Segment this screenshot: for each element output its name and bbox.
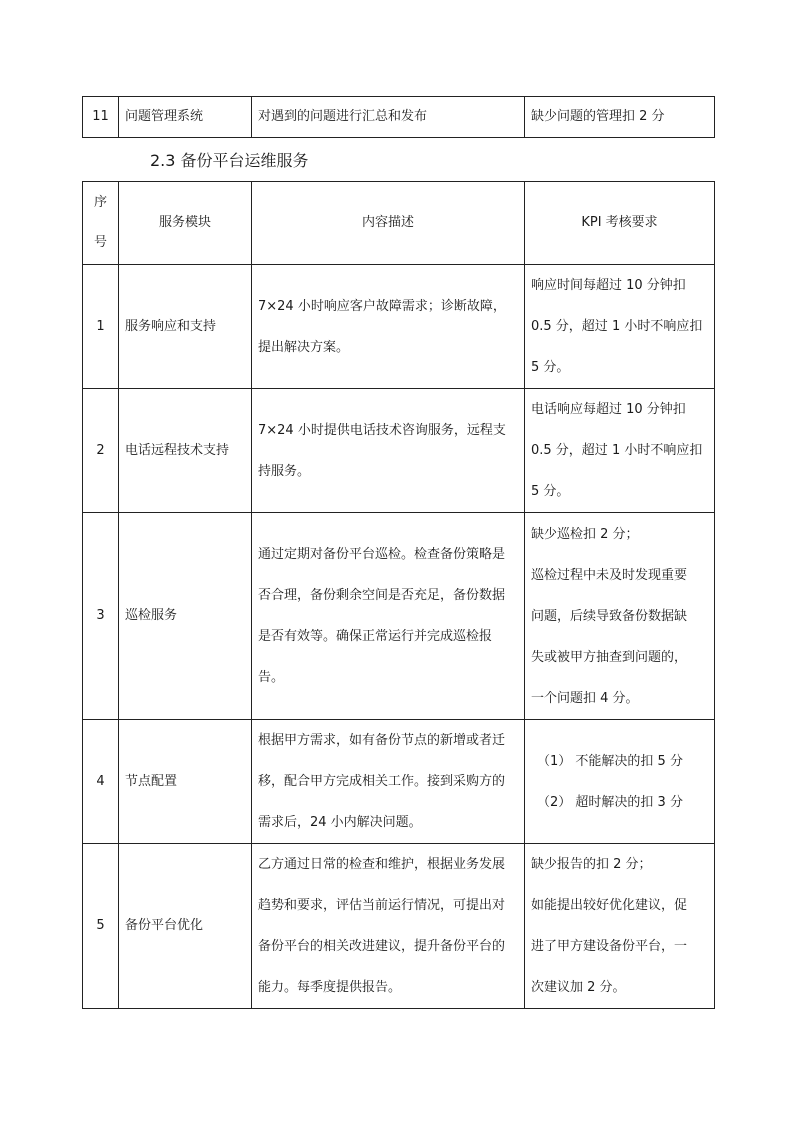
kpi-line: 5 分。 — [531, 484, 570, 499]
kpi-line: 电话响应每超过 10 分钟扣 — [531, 402, 686, 417]
kpi-line: （1） 不能解决的扣 5 分 — [537, 753, 683, 769]
kpi-line: 次建议加 2 分。 — [531, 980, 626, 995]
description-line: 备份平台的相关改进建议，提升备份平台的 — [258, 939, 506, 954]
kpi-requirement — [525, 265, 715, 389]
content-description — [252, 389, 525, 513]
content-description: 对遇到的问题进行汇总和发布 — [252, 97, 525, 138]
header-number — [83, 182, 119, 265]
kpi-requirement — [525, 720, 715, 844]
description-line: 告。 — [258, 670, 285, 685]
header-kpi: KPI 考核要求 — [525, 182, 715, 265]
header-number-line: 序 — [93, 195, 107, 210]
row-number: 4 — [83, 720, 119, 844]
kpi-line: （2） 超时解决的扣 3 分 — [537, 794, 683, 810]
header-module: 服务模块 — [119, 182, 252, 265]
row-number: 1 — [83, 265, 119, 389]
description-line: 乙方通过日常的检查和维护，根据业务发展 — [258, 857, 506, 872]
kpi-requirement: 缺少问题的管理扣 2 分 — [525, 97, 715, 138]
kpi-line: 0.5 分，超过 1 小时不响应扣 — [531, 443, 703, 458]
service-module: 巡检服务 — [119, 513, 252, 720]
description-line: 是否有效等。确保正常运行并完成巡检报 — [258, 629, 493, 644]
section-title: 2.3 备份平台运维服务 — [150, 151, 309, 170]
content-description — [252, 844, 525, 1009]
kpi-line: 失或被甲方抽查到问题的， — [531, 649, 688, 665]
description-line: 需求后，24 小内解决问题。 — [258, 815, 422, 830]
row-number: 11 — [83, 97, 119, 138]
kpi-requirement — [525, 513, 715, 720]
description-line: 持服务。 — [258, 463, 311, 479]
table-row — [83, 265, 715, 389]
service-module: 问题管理系统 — [119, 97, 252, 138]
table-row — [83, 844, 715, 1009]
kpi-requirement — [525, 389, 715, 513]
backup-service-table — [82, 181, 715, 1009]
kpi-line: 一个问题扣 4 分。 — [531, 690, 639, 706]
table-row — [83, 97, 715, 138]
row-number: 3 — [83, 513, 119, 720]
content-description — [252, 265, 525, 389]
kpi-line: 5 分。 — [531, 360, 570, 375]
kpi-line: 进了甲方建设备份平台，一 — [531, 939, 688, 954]
row-number: 2 — [83, 389, 119, 513]
description-line: 能力。每季度提供报告。 — [258, 980, 402, 995]
service-module: 备份平台优化 — [119, 844, 252, 1009]
description-line: 7×24 小时提供电话技术咨询服务，远程支 — [258, 422, 506, 438]
description-line: 根据甲方需求，如有备份节点的新增或者迁 — [258, 733, 506, 748]
table-row — [83, 389, 715, 513]
description-line: 提出解决方案。 — [258, 339, 350, 355]
kpi-line: 巡检过程中未及时发现重要 — [531, 567, 688, 583]
kpi-line: 缺少报告的扣 2 分； — [531, 857, 652, 872]
table-row — [83, 513, 715, 720]
previous-table-tail — [82, 96, 715, 138]
kpi-line: 如能提出较好优化建议，促 — [531, 898, 688, 913]
table-row — [83, 720, 715, 844]
table-header-row — [83, 182, 715, 265]
header-description: 内容描述 — [252, 182, 525, 265]
description-line: 通过定期对备份平台巡检。检查备份策略是 — [258, 547, 506, 562]
content-description — [252, 720, 525, 844]
description-line: 趋势和要求，评估当前运行情况，可提出对 — [258, 898, 506, 913]
kpi-line: 0.5 分，超过 1 小时不响应扣 — [531, 319, 703, 334]
kpi-line: 问题，后续导致备份数据缺 — [531, 608, 688, 624]
kpi-requirement — [525, 844, 715, 1009]
service-module: 服务响应和支持 — [119, 265, 252, 389]
kpi-line: 响应时间每超过 10 分钟扣 — [531, 278, 686, 293]
service-module: 节点配置 — [119, 720, 252, 844]
description-line: 移，配合甲方完成相关工作。接到采购方的 — [258, 774, 506, 789]
content-description — [252, 513, 525, 720]
header-number-line: 号 — [93, 235, 107, 250]
description-line: 7×24 小时响应客户故障需求；诊断故障， — [258, 298, 506, 314]
description-line: 否合理，备份剩余空间是否充足，备份数据 — [258, 588, 506, 603]
kpi-line: 缺少巡检扣 2 分； — [531, 526, 639, 542]
service-module: 电话远程技术支持 — [119, 389, 252, 513]
row-number: 5 — [83, 844, 119, 1009]
